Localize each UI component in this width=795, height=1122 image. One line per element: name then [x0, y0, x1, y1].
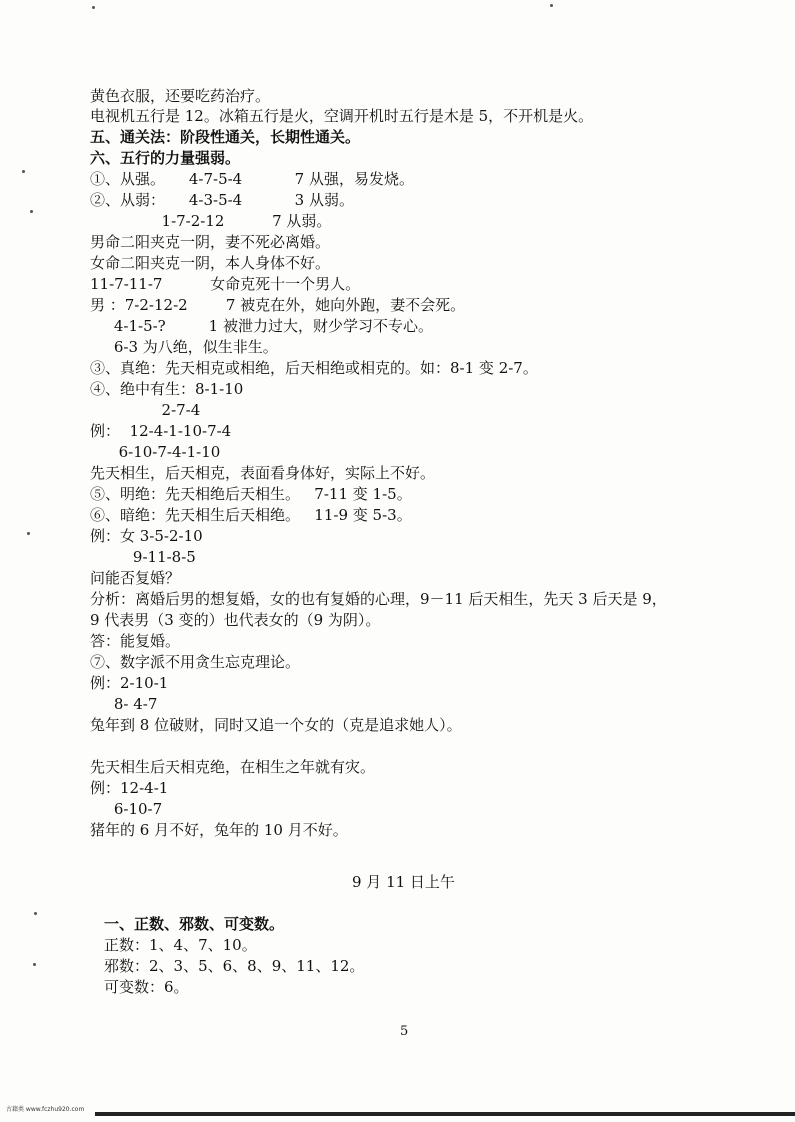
text-line: 4-1-5-? 1 被泄力过大，财少学习不专心。 — [90, 317, 433, 335]
text-line: 例： 12-4-1-10-7-4 — [90, 422, 232, 440]
text-line: ①、从强。 4-7-5-4 7 从强，易发烧。 — [90, 170, 414, 188]
text-line: 例：12-4-1 — [90, 779, 169, 797]
text-line: ⑥、暗绝：先天相生后天相绝。 11-9 变 5-3。 — [90, 506, 412, 524]
text-line: 答：能复婚。 — [90, 632, 181, 650]
scan-speck — [33, 963, 36, 966]
text-line: 6-10-7 — [90, 800, 163, 818]
text-line: 8- 4-7 — [90, 695, 158, 713]
text-line: 先天相生后天相克绝，在相生之年就有灾。 — [90, 758, 376, 776]
text-line: 6-3 为八绝，似生非生。 — [90, 338, 278, 356]
section-heading: 六、五行的力量强弱。 — [90, 149, 241, 167]
text-line: ②、从弱： 4-3-5-4 3 从弱。 — [90, 191, 354, 209]
scan-speck — [27, 532, 30, 535]
text-line: 2-7-4 — [90, 401, 201, 419]
text-line: 6-10-7-4-1-10 — [90, 443, 221, 461]
text-line: 1-7-2-12 7 从弱。 — [90, 212, 332, 230]
section-heading: 一、正数、邪数、可变数。 — [104, 915, 285, 933]
text-line: ④、绝中有生：8-1-10 — [90, 380, 244, 398]
text-line: 例：2-10-1 — [90, 674, 169, 692]
text-line: 可变数：6。 — [104, 978, 189, 996]
text-line: 9 代表男（3 变的）也代表女的（9 为阴）。 — [90, 611, 381, 629]
text-line: ⑤、明绝：先天相绝后天相生。 7-11 变 1-5。 — [90, 485, 412, 503]
text-line: 分析：离婚后男的想复婚，女的也有复婚的心理，9－11 后天相生，先天 3 后天是 9， — [90, 590, 667, 608]
text-line: 男命二阳夹克一阴，妻不死必离婚。 — [90, 233, 331, 251]
text-line: 正数：1、4、7、10。 — [104, 936, 257, 954]
scan-speck — [30, 210, 33, 213]
text-line: 男 ：7-2-12-2 7 被克在外，她向外跑，妻不会死。 — [90, 296, 466, 314]
text-line: 邪数：2、3、5、6、8、9、11、12。 — [104, 957, 365, 975]
scan-speck — [550, 4, 553, 7]
text-line: 先天相生，后天相克，表面看身体好，实际上不好。 — [90, 464, 436, 482]
text-line: ③、真绝：先天相克或相绝，后天相绝或相克的。如：8-1 变 2-7。 — [90, 359, 538, 377]
text-line: 例：女 3-5-2-10 — [90, 527, 203, 545]
page-number: 5 — [400, 1024, 409, 1039]
text-line: 9-11-8-5 — [90, 548, 196, 566]
text-line: 猪年的 6 月不好，兔年的 10 月不好。 — [90, 821, 348, 839]
scan-speck — [22, 170, 25, 173]
section-heading: 五、通关法：阶段性通关，长期性通关。 — [90, 128, 361, 146]
text-line: 女命二阳夹克一阴，本人身体不好。 — [90, 254, 331, 272]
scan-speck — [92, 6, 95, 9]
scan-speck — [34, 912, 37, 915]
bottom-rule — [95, 1112, 795, 1116]
text-line: 电视机五行是 12。冰箱五行是火，空调开机时五行是木是 5，不开机是火。 — [90, 107, 594, 125]
text-line: 11-7-11-7 女命克死十一个男人。 — [90, 275, 361, 293]
text-line: ⑦、数字派不用贪生忘克理论。 — [90, 653, 301, 671]
footer-watermark: 古籍类 www.fczhu920.com — [6, 1106, 85, 1113]
text-line: 黄色衣服，还要吃药治疗。 — [90, 87, 271, 105]
text-line: 兔年到 8 位破财，同时又追一个女的（克是追求她人）。 — [90, 716, 462, 734]
section-date-heading: 9 月 11 日上午 — [352, 873, 455, 891]
text-line: 问能否复婚？ — [90, 569, 181, 587]
